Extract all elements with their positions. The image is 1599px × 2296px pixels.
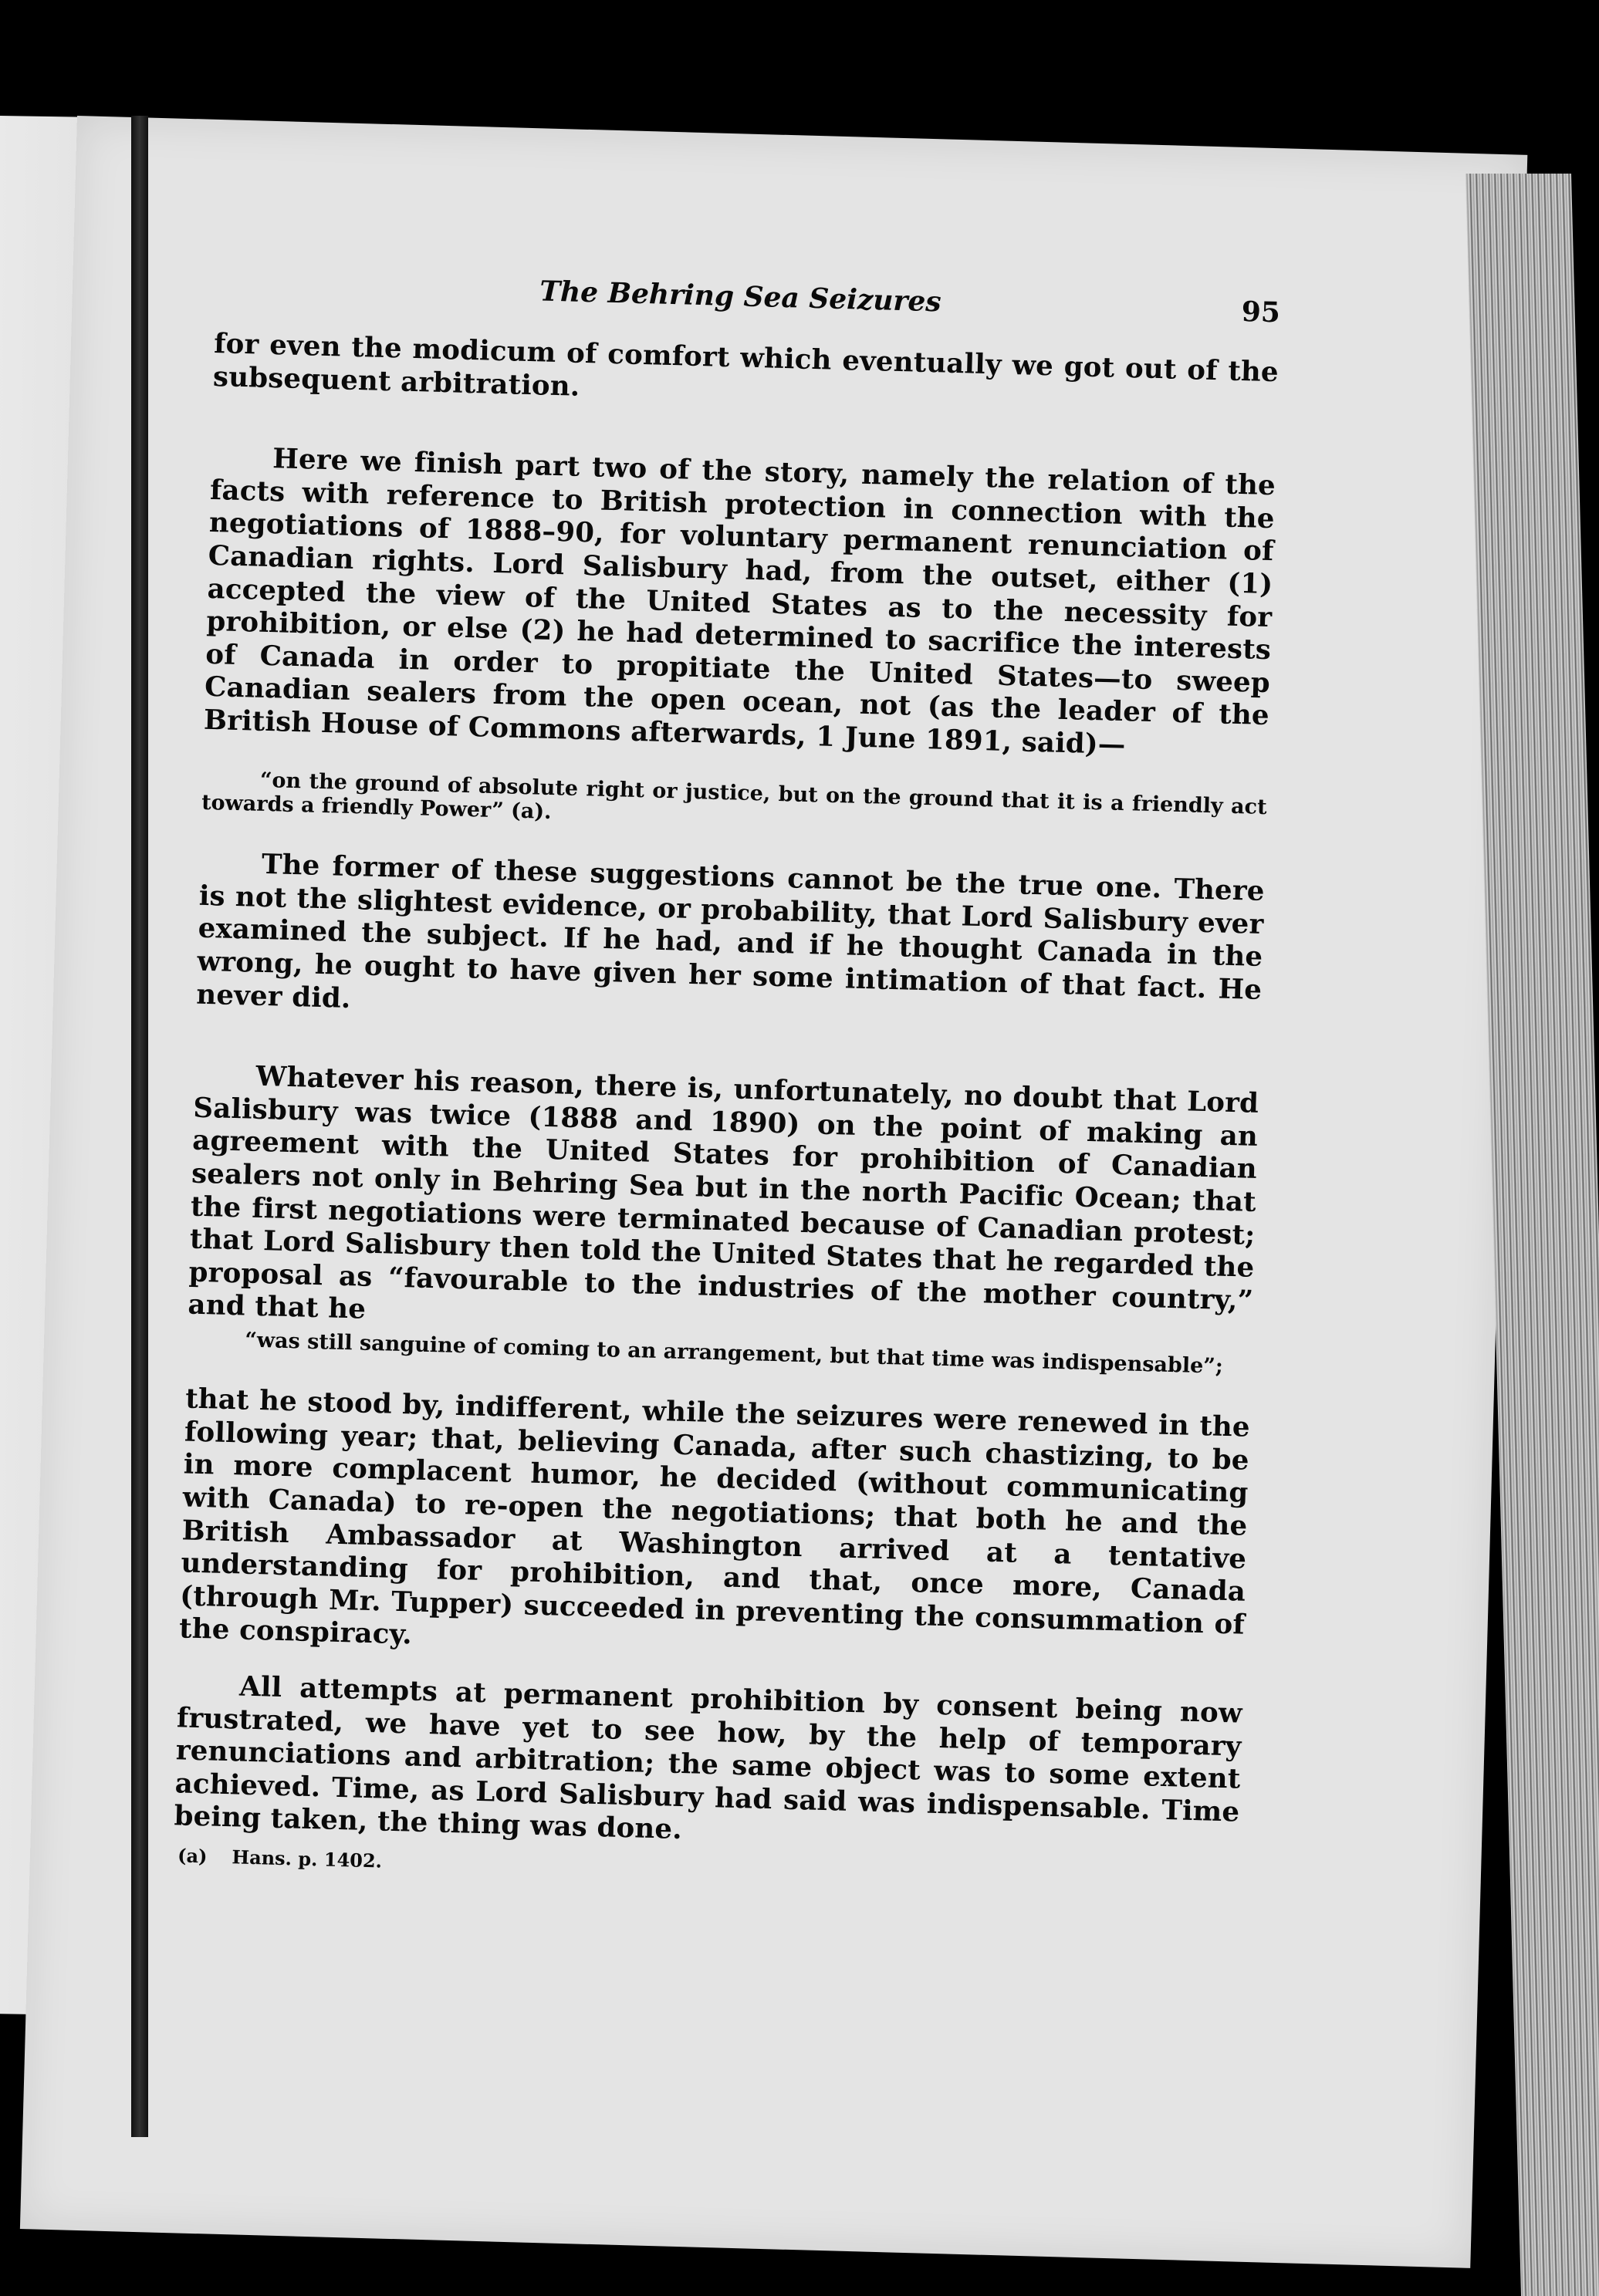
paragraph-1: for even the modicum of comfort which eventually we got out of the subsequent arbitration. bbox=[212, 327, 1280, 403]
page-number: 95 bbox=[1241, 295, 1281, 329]
page-text-block bbox=[173, 266, 1281, 1895]
paragraph-3: The former of these suggestions cannot be the true one. There is not the slightest evidence, or probability, that Lord Salisbury ever examined the subject. If he had, and if he thought Canada in the wrong, he ought to have given her some intimation of that fact. He never did. bbox=[195, 849, 1266, 1015]
paragraph-4: Whatever his reason, there is, unfortunately, no doubt that Lord Salisbury was twice (1888 and 1890) on the point of making an agreement with the United States for prohibition of Canadian sealers not only in Behring Sea but in the north Pacific Ocean; that the first negotiations were terminated because of Canadian protest; that Lord Salisbury then told the United States that he regarded the proposal as “favourable to the industries of the mother country,” and that he bbox=[188, 1060, 1259, 1326]
paragraph-2: Here we finish part two of the story, namely the relation of the facts with reference to British protection in connection with the negotiations of 1888–90, for voluntary permanent renunciation of Canadian rights. Lord Salisbury had, from the outset, either (1) accepted the view of the United States as to the necessity for prohibition, or else (2) he had determined to sacrifice the interests of Canada in order to propitiate the United States—to sweep Canadian sealers from the open ocean, not (as the leader of the British House of Commons afterwards, 1 June 1891, said)— bbox=[203, 443, 1276, 761]
footnote-text: Hans. p. 1402. bbox=[232, 1845, 383, 1872]
block-quote-1: “on the ground of absolute right or justice, but on the ground that it is a friendly act towards a friendly Power” (a). bbox=[201, 768, 1267, 824]
running-title: The Behring Sea Seizures bbox=[539, 275, 942, 319]
book-gutter bbox=[131, 116, 148, 2137]
footnote-mark: (a) bbox=[177, 1844, 208, 1868]
paragraph-6: All attempts at permanent prohibition by consent being now frustrated, we have yet to see how, by the help of temporary renunciations and arbitration; the same object was to some extent achieved. Time, as Lord Salisbury had said was indispensable. Time being taken, the thing was done. bbox=[174, 1670, 1243, 1846]
block-quote-2: “was still sanguine of coming to an arrangement, but that time was indispensable”; bbox=[244, 1328, 1224, 1379]
paragraph-5: that he stood by, indifferent, while the seizures were renewed in the following year; that, believing Canada, after such chastizing, to be in more complacent humor, he decided (without communicating with Canada) to re-open the negotiations; that both he and the British Ambassador at Washington arrived at a tentative understanding for prohibition, and that, once more, Canada (through Mr. Tupper) succeeded in preventing the consummation of the conspiracy. bbox=[178, 1383, 1251, 1651]
